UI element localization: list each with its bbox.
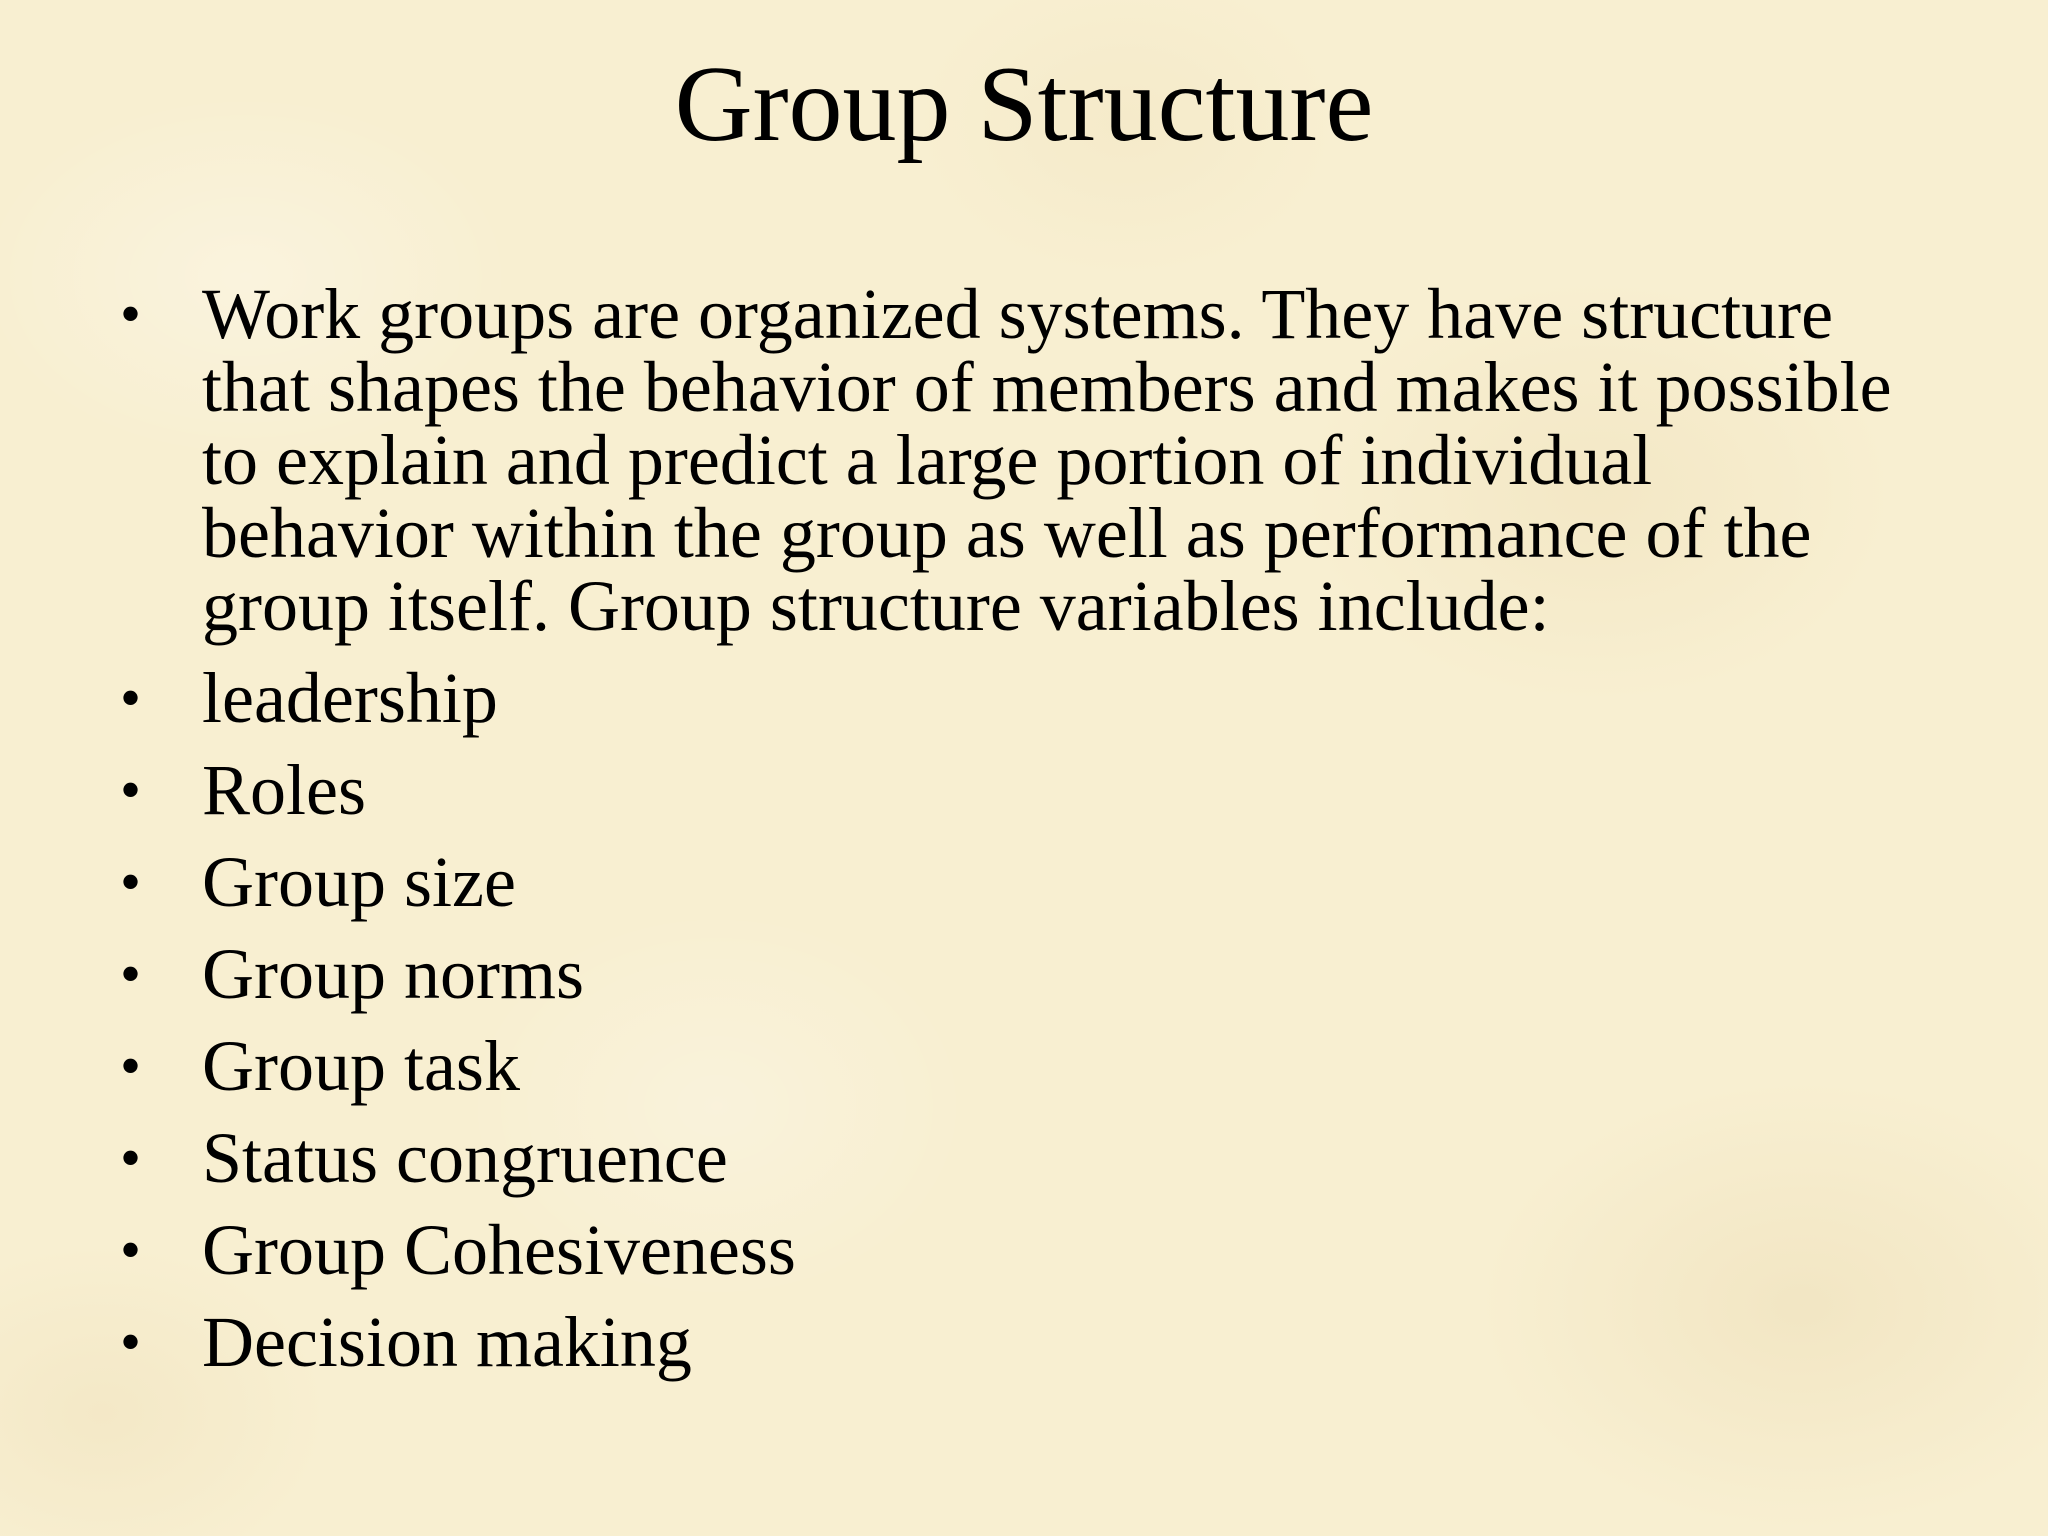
bullet-dot-icon: • bbox=[120, 849, 142, 915]
bullet-list bbox=[120, 274, 1900, 1398]
bullet-text: Group norms bbox=[202, 934, 584, 1014]
bullet-item bbox=[120, 658, 1900, 738]
bullet-dot-icon: • bbox=[120, 665, 142, 731]
bullet-dot-icon: • bbox=[120, 757, 142, 823]
bullet-item bbox=[120, 1118, 1900, 1198]
bullet-text: Roles bbox=[202, 750, 367, 830]
bullet-text: Group task bbox=[202, 1026, 520, 1106]
bullet-dot-icon: • bbox=[120, 281, 142, 347]
bullet-item bbox=[120, 274, 1900, 646]
bullet-item bbox=[120, 842, 1900, 922]
bullet-item bbox=[120, 750, 1900, 830]
bullet-text: Decision making bbox=[202, 1302, 692, 1382]
bullet-text: Group Cohesiveness bbox=[202, 1210, 796, 1290]
bullet-text: Status congruence bbox=[202, 1118, 728, 1198]
bullet-item bbox=[120, 1026, 1900, 1106]
bullet-dot-icon: • bbox=[120, 1309, 142, 1375]
bullet-dot-icon: • bbox=[120, 1125, 142, 1191]
bullet-dot-icon: • bbox=[120, 1217, 142, 1283]
bullet-dot-icon: • bbox=[120, 1033, 142, 1099]
bullet-text: leadership bbox=[202, 658, 498, 738]
slide-title: Group Structure bbox=[674, 45, 1374, 164]
bullet-text: Work groups are organized systems. They have structure that shapes the behavior of members and makes it possible to explain and predict a large portion of individual behavior within the group as well as performance of the group itself. Group structure variables include: bbox=[202, 274, 1892, 646]
bullet-item bbox=[120, 934, 1900, 1014]
bullet-dot-icon: • bbox=[120, 941, 142, 1007]
bullet-item bbox=[120, 1210, 1900, 1290]
bullet-text: Group size bbox=[202, 842, 516, 922]
bullet-item bbox=[120, 1302, 1900, 1382]
